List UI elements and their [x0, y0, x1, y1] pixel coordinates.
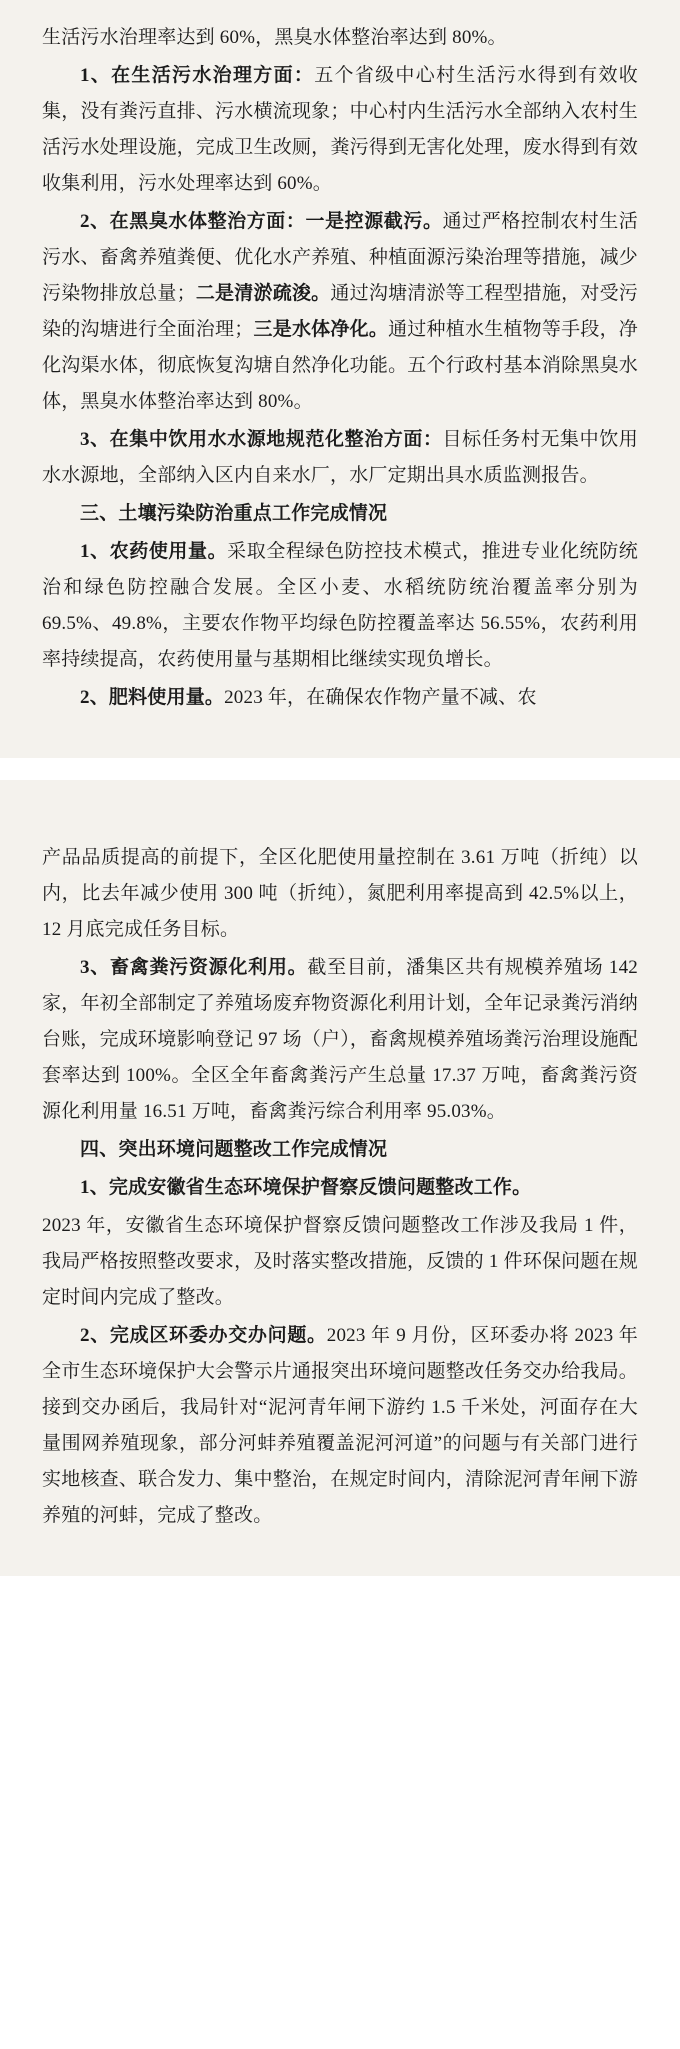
paragraph — [42, 840, 638, 948]
run-bold: 3、畜禽粪污资源化利用。 — [80, 957, 308, 978]
run-bold: 3、在集中饮用水水源地规范化整治方面： — [80, 429, 443, 450]
run-bold: 三是水体净化。 — [253, 319, 389, 340]
run-bold: 2、完成区环委办交办问题。 — [80, 1325, 327, 1346]
run-text: 截至目前，潘集区共有规模养殖场 142 家，年初全部制定了养殖场废弃物资源化利用计划，全年记录粪污消纳台账，完成环境影响登记 97 场（户），畜禽规模养殖场粪污治理设施配套率达到 100%。全区全年畜禽粪污产生总量 17.37 万吨，畜禽粪污资源化利用量 16.51 万吨，畜禽粪污综合利用率 95.03%。 — [42, 957, 638, 1122]
run-bold: 四、突出环境问题整改工作完成情况 — [80, 1139, 388, 1160]
run-text: 2023 年 9 月份，区环委办将 2023 年全市生态环境保护大会警示片通报突出环境问题整改任务交办给我局。接到交办函后，我局针对“泥河青年闸下游约 1.5 千米处，河面存在大量围网养殖现象，部分河蚌养殖覆盖泥河河道”的问题与有关部门进行实地核查、联合发力、集中整治，在规定时间内，清除泥河青年闸下游养殖的河蚌，完成了整改。 — [42, 1325, 638, 1526]
paragraph — [42, 1170, 638, 1206]
paragraph — [42, 1318, 638, 1534]
run-text: 通过严格控制农村生活污水、畜禽养殖粪便、优化水产养殖、种植面源污染治理等措施，减少污染物排放总量； — [42, 211, 638, 304]
run-bold: 1、在生活污水治理方面： — [80, 65, 315, 86]
paragraph — [42, 950, 638, 1130]
paragraph — [42, 1132, 638, 1168]
run-text: 采取全程绿色防控技术模式，推进专业化统防统治和绿色防控融合发展。全区小麦、水稻统防统治覆盖率分别为 69.5%、49.8%，主要农作物平均绿色防控覆盖率达 56.55%，农药利用率持续提高，农药使用量与基期相比继续实现负增长。 — [42, 541, 638, 670]
run-text: 目标任务村无集中饮用水水源地，全部纳入区内自来水厂，水厂定期出具水质监测报告。 — [42, 429, 638, 486]
run-bold: 三、土壤污染防治重点工作完成情况 — [80, 503, 388, 524]
run-text: 五个省级中心村生活污水得到有效收集，没有粪污直排、污水横流现象；中心村内生活污水全部纳入农村生活污水处理设施，完成卫生改厕，粪污得到无害化处理，废水得到有效收集利用，污水处理率达到 60%。 — [42, 65, 638, 194]
paragraph — [42, 58, 638, 202]
paragraph — [42, 534, 638, 678]
page-separator — [0, 758, 680, 780]
run-text: 2023 年，在确保农作物产量不减、农 — [224, 687, 537, 708]
page-bottom-body — [42, 840, 638, 1534]
paragraph — [42, 680, 638, 716]
paragraph — [42, 204, 638, 420]
run-text: 生活污水治理率达到 60%，黑臭水体整治率达到 80%。 — [42, 27, 507, 48]
run-text: 产品品质提高的前提下，全区化肥使用量控制在 3.61 万吨（折纯）以内，比去年减少使用 300 吨（折纯），氮肥利用率提高到 42.5%以上，12 月底完成任务目标。 — [42, 847, 638, 940]
run-text: 2023 年，安徽省生态环境保护督察反馈问题整改工作涉及我局 1 件，我局严格按照整改要求，及时落实整改措施，反馈的 1 件环保问题在规定时间内完成了整改。 — [42, 1215, 638, 1308]
run-bold: 2、在黑臭水体整治方面： — [80, 211, 306, 232]
page-top-body — [42, 20, 638, 716]
run-bold: 1、农药使用量。 — [80, 541, 228, 562]
paragraph — [42, 422, 638, 494]
run-bold: 一是控源截污。 — [305, 211, 443, 232]
run-text: 通过沟塘清淤等工程型措施，对受污染的沟塘进行全面治理； — [42, 283, 638, 340]
run-bold: 1、完成安徽省生态环境保护督察反馈问题整改工作。 — [80, 1177, 532, 1198]
run-bold: 二是清淤疏浚。 — [195, 283, 331, 304]
paragraph — [42, 1208, 638, 1316]
run-bold: 2、肥料使用量。 — [80, 687, 225, 708]
document-page-top — [0, 0, 680, 758]
paragraph — [42, 496, 638, 532]
paragraph — [42, 20, 638, 56]
run-text: 通过种植水生植物等手段，净化沟渠水体，彻底恢复沟塘自然净化功能。五个行政村基本消除黑臭水体，黑臭水体整治率达到 80%。 — [42, 319, 638, 412]
document-page-bottom — [0, 780, 680, 1576]
